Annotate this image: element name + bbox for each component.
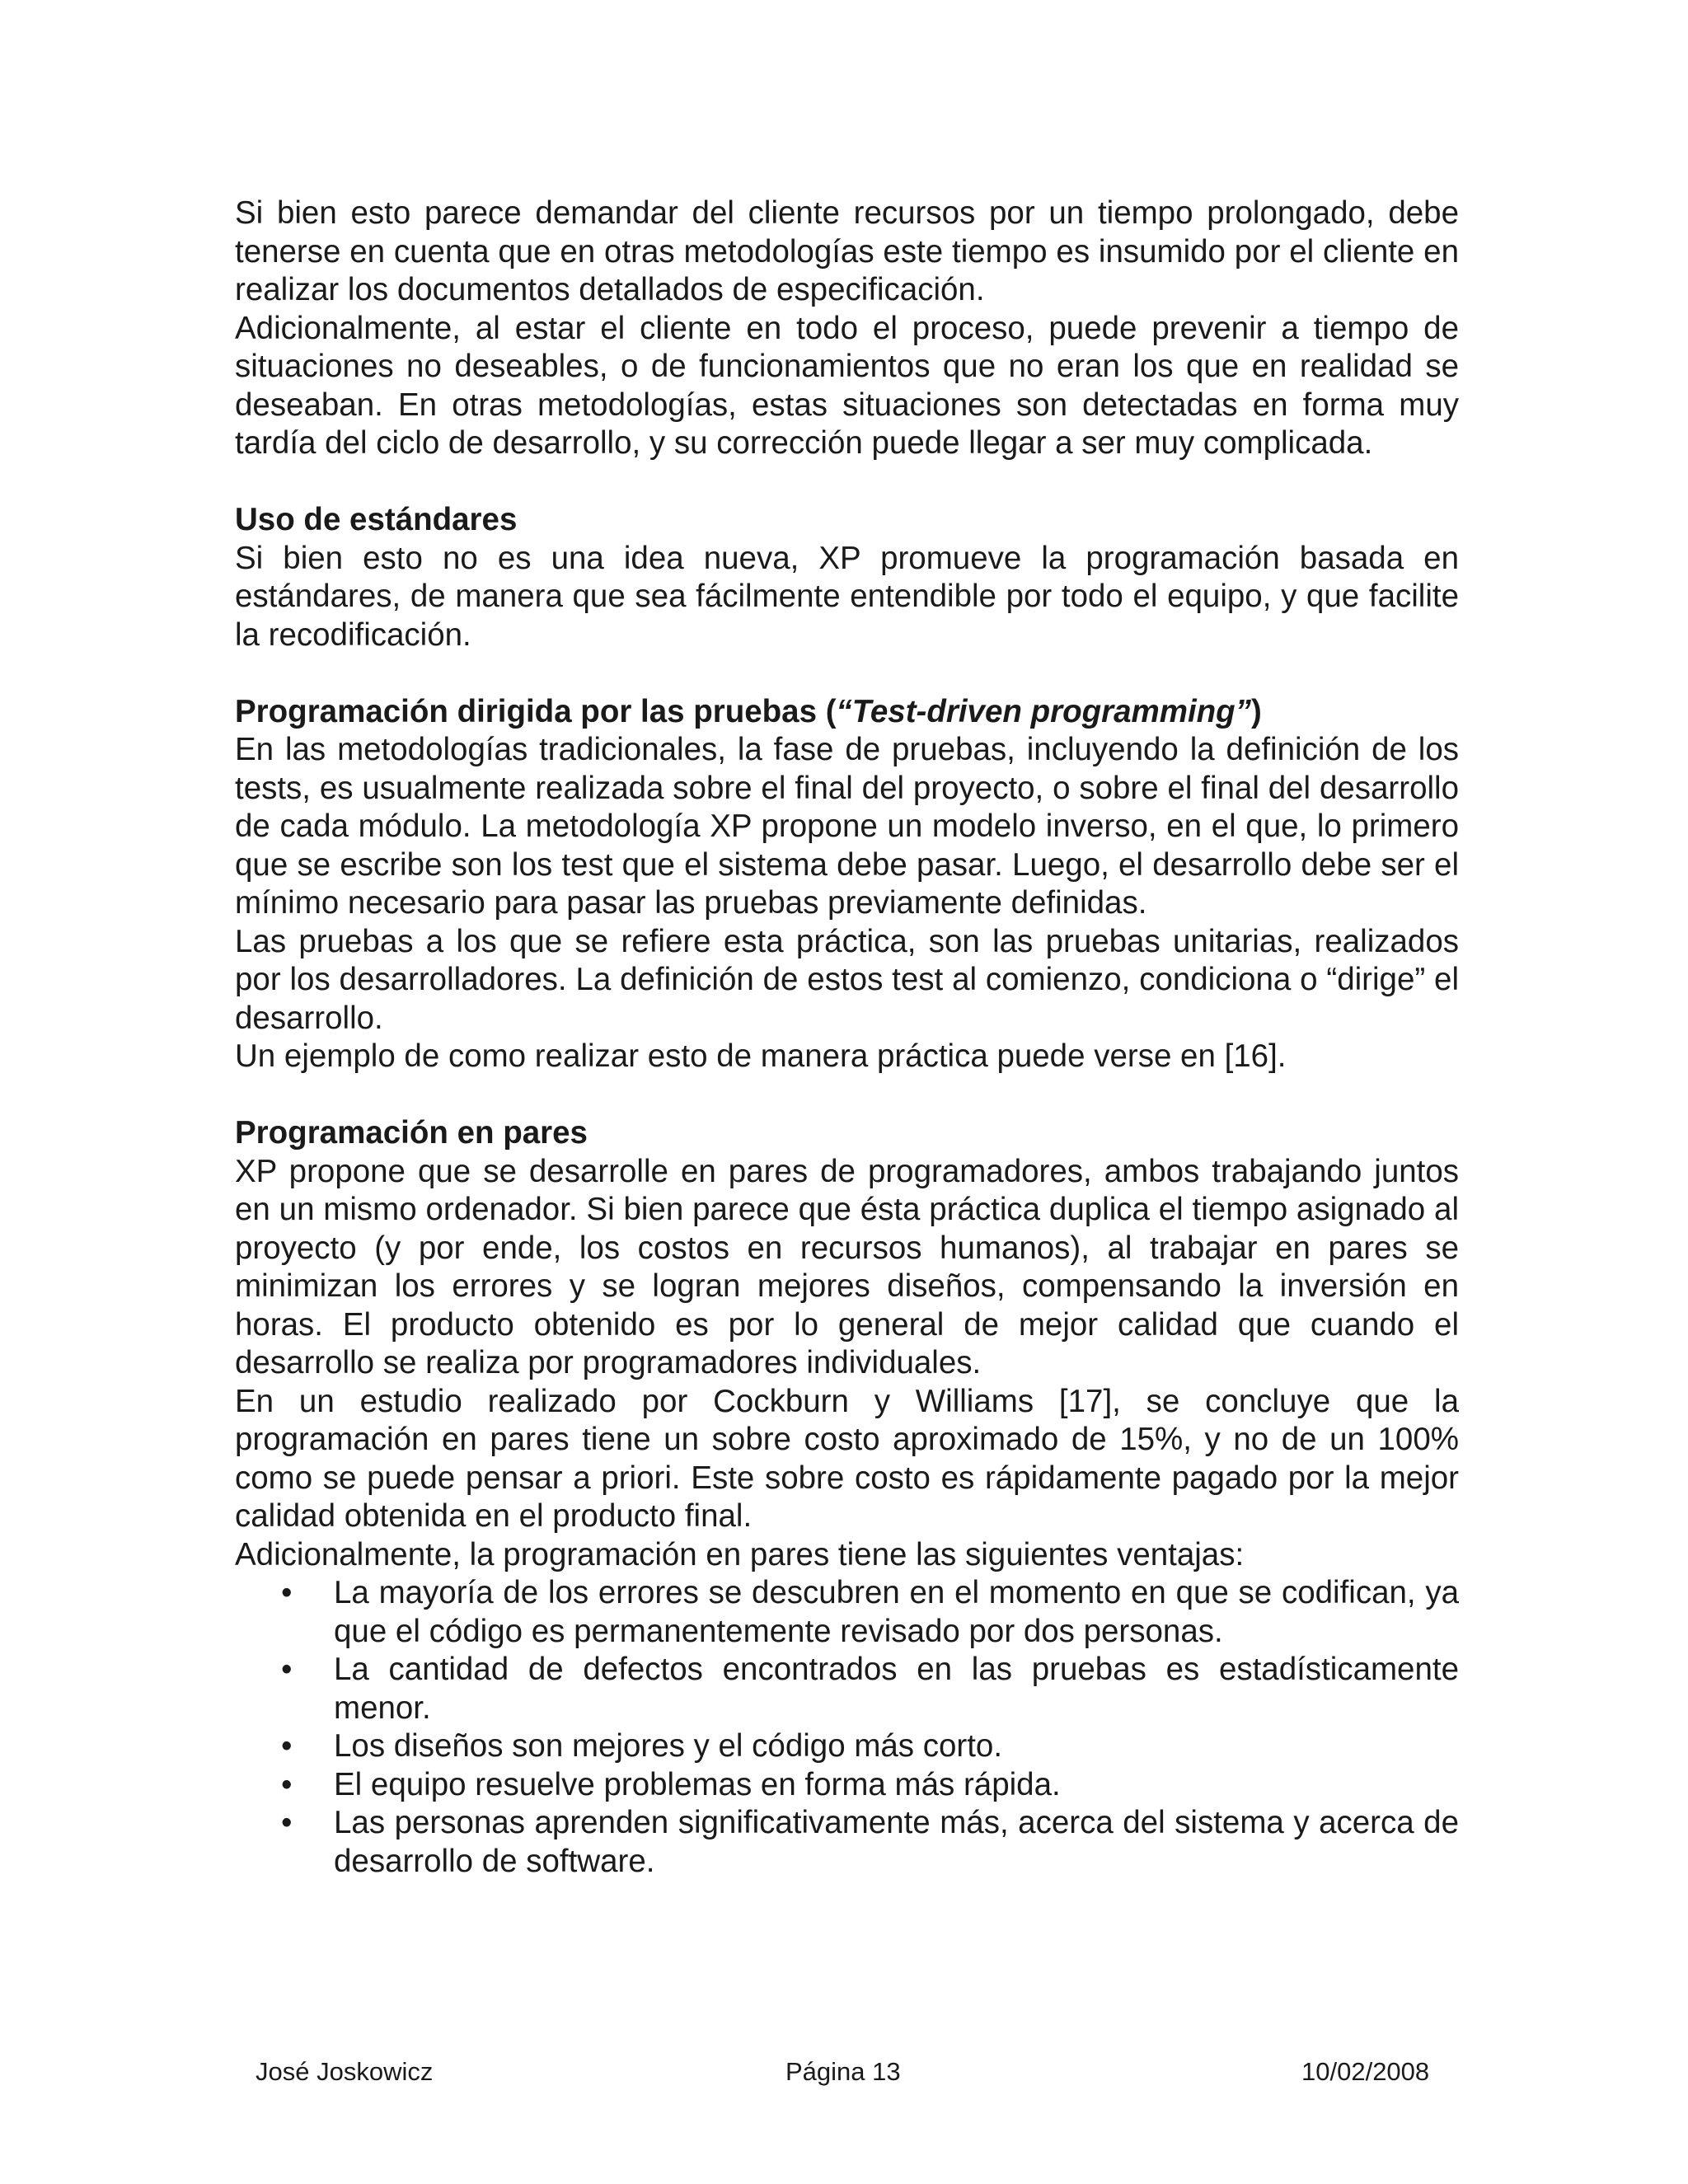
- spacer: [235, 463, 1459, 502]
- advantages-list: [235, 1574, 1459, 1881]
- paragraph: Un ejemplo de como realizar esto de manera práctica puede verse en [16].: [235, 1038, 1287, 1074]
- list-item-text: El equipo resuelve problemas en forma más rápida.: [334, 1766, 1061, 1802]
- paragraph: Si bien esto parece demandar del cliente recursos por un tiempo prolongado, debe tenerse en cuenta que en otras metodologías este tiempo es insumido por el cliente en realizar los documentos detallados de especificación.: [235, 195, 1459, 307]
- heading-text: Programación dirigida por las pruebas (: [235, 693, 837, 729]
- spacer: [235, 654, 1459, 693]
- list-item-text: Los diseños son mejores y el código más corto.: [334, 1728, 1003, 1764]
- page-footer: [0, 2055, 1688, 2088]
- list-item: [235, 1727, 1459, 1766]
- bullet-icon: •: [281, 1805, 293, 1840]
- list-item-text: Las personas aprenden significativamente más, acerca del sistema y acerca de desarrollo de software.: [334, 1805, 1459, 1879]
- paragraph: En las metodologías tradicionales, la fase de pruebas, incluyendo la definición de los tests, es usualmente realizada sobre el final del proyecto, o sobre el final del desarrollo de cada módulo. La metodología XP propone un modelo inverso, en el que, lo primero que se escribe son los test que el sistema debe pasar. Luego, el desarrollo debe ser el mínimo necesario para pasar las pruebas previamente definidas.: [235, 732, 1459, 921]
- list-item: [235, 1574, 1459, 1651]
- list-item: [235, 1766, 1459, 1805]
- spacer: [235, 1076, 1459, 1115]
- paragraph: Adicionalmente, la programación en pares tiene las siguientes ventajas:: [235, 1536, 1245, 1572]
- paragraph: Si bien esto no es una idea nueva, XP promueve la programación basada en estándares, de manera que sea fácilmente entendible por todo el equipo, y que facilite la recodificación.: [235, 540, 1459, 653]
- footer-date: 10/02/2008: [1301, 2057, 1430, 2086]
- section-heading-standards: Uso de estándares: [235, 502, 518, 537]
- bullet-icon: •: [281, 1766, 293, 1802]
- paragraph: XP propone que se desarrolle en pares de programadores, ambos trabajando juntos en un mismo ordenador. Si bien parece que ésta práctica duplica el tiempo asignado al proyecto (y por ende, los costos en recursos humanos), al trabajar en pares se minimizan los errores y se logran mejores diseños, compensando la inversión en horas. El producto obtenido es por lo general de mejor calidad que cuando el desarrollo se realiza por programadores individuales.: [235, 1153, 1459, 1380]
- bullet-icon: •: [281, 1575, 293, 1610]
- heading-text: ): [1250, 693, 1262, 729]
- paragraph: Las pruebas a los que se refiere esta práctica, son las pruebas unitarias, realizados por los desarrolladores. La definición de estos test al comienzo, condiciona o “dirige” el desarrollo.: [235, 923, 1459, 1036]
- paragraph: En un estudio realizado por Cockburn y Williams [17], se concluye que la programación en pares tiene un sobre costo aproximado de 15%, y no de un 100% como se puede pensar a priori. Este sobre costo es rápidamente pagado por la mejor calidad obtenida en el producto final.: [235, 1383, 1459, 1534]
- heading-italic-text: “Test-driven programming”: [836, 693, 1251, 729]
- list-item: [235, 1804, 1459, 1881]
- paragraph: Adicionalmente, al estar el cliente en todo el proceso, puede prevenir a tiempo de situaciones no deseables, o de funcionamientos que no eran los que en realidad se deseaban. En otras metodologías, estas situaciones son detectadas en forma muy tardía del ciclo de desarrollo, y su corrección puede llegar a ser muy complicada.: [235, 310, 1459, 461]
- list-item-text: La mayoría de los errores se descubren en el momento en que se codifican, ya que el código es permanentemente revisado por dos personas.: [334, 1575, 1459, 1649]
- section-heading-tdd: [235, 693, 1459, 732]
- document-body: [235, 194, 1459, 1881]
- footer-author: José Joskowicz: [256, 2057, 434, 2086]
- bullet-icon: •: [281, 1728, 293, 1764]
- bullet-icon: •: [281, 1652, 293, 1687]
- list-item: [235, 1651, 1459, 1727]
- section-heading-pairs: Programación en pares: [235, 1115, 588, 1151]
- list-item-text: La cantidad de defectos encontrados en las pruebas es estadísticamente menor.: [334, 1652, 1459, 1726]
- footer-page-number: Página 13: [785, 2057, 901, 2086]
